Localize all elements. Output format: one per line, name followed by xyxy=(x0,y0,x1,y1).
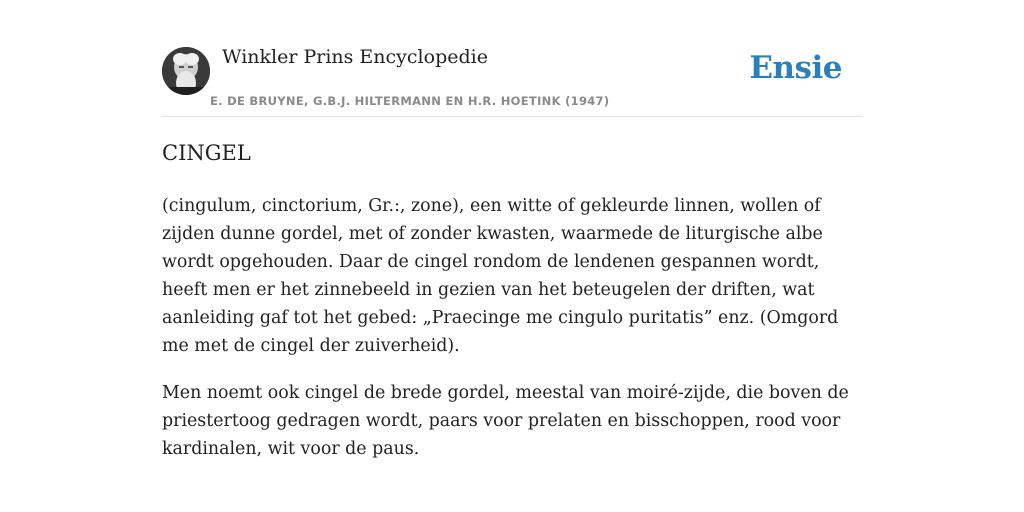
entry-paragraph: Men noemt ook cingel de brede gordel, meestal van moiré-zijde, die boven de priestertoog gedragen wordt, paars voor prelaten en bisschoppen, rood voor kardinalen, wit voor de paus. xyxy=(162,383,849,459)
source-title[interactable]: Winkler Prins Encyclopedie xyxy=(222,46,488,68)
entry-body xyxy=(162,192,862,482)
author-avatar[interactable] xyxy=(162,47,210,95)
source-authors: E. DE BRUYNE, G.B.J. HILTERMANN EN H.R. HOETINK (1947) xyxy=(210,94,610,108)
source-header xyxy=(162,44,862,117)
entry-paragraph: (cingulum, cinctorium, Gr.:, zone), een witte of gekleurde linnen, wollen of zijden dunne gordel, met of zonder kwasten, waarmede de liturgische albe wordt opgehouden. Daar de cingel rondom de lendenen gespannen wordt, heeft men er het zinnebeeld in gezien van het beteugelen der driften, wat aanleiding gaf tot het gebed: „Praecinge me cingulo puritatis” enz. (Omgord me met de cingel der zuiverheid). xyxy=(162,196,839,356)
entry-title: CINGEL xyxy=(162,141,251,165)
author-portrait-icon xyxy=(162,47,210,95)
ensie-logo-link[interactable]: Ensie xyxy=(749,50,842,86)
